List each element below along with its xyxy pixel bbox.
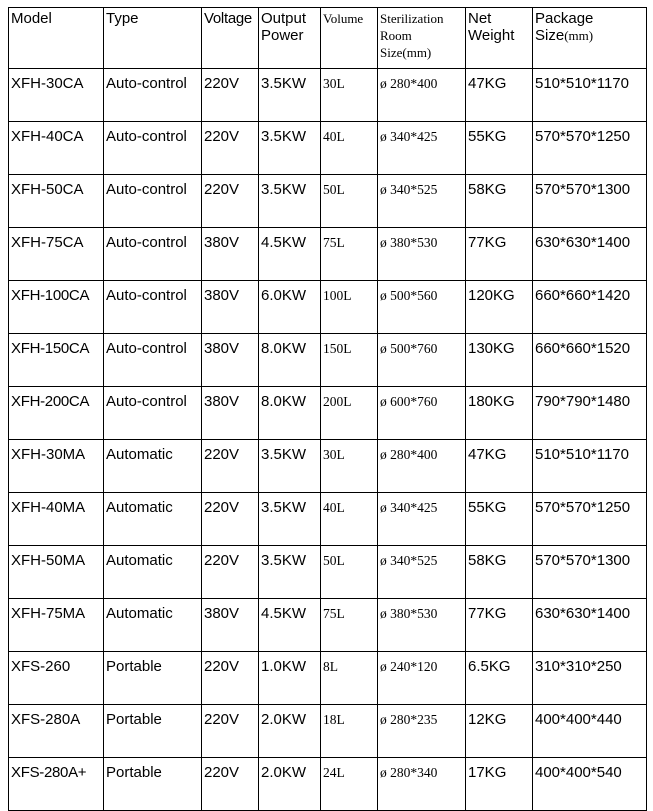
header-package-size: [533, 8, 647, 69]
cell-package-size: 630*630*1400: [533, 599, 647, 652]
cell-net-weight: 6.5KG: [466, 652, 533, 705]
cell-net-weight: 130KG: [466, 334, 533, 387]
cell-net-weight: 12KG: [466, 705, 533, 758]
cell-volume: 30L: [321, 440, 378, 493]
cell-net-weight: 180KG: [466, 387, 533, 440]
cell-model: XFH-100CA: [9, 281, 104, 334]
cell-net-weight: 77KG: [466, 228, 533, 281]
cell-model: XFS-280A+: [9, 758, 104, 811]
header-net-weight: Net Weight: [466, 8, 533, 69]
cell-type: Portable: [104, 705, 202, 758]
header-model: Model: [9, 8, 104, 69]
cell-voltage: 380V: [202, 281, 259, 334]
cell-package-size: 660*660*1420: [533, 281, 647, 334]
cell-output-power: 1.0KW: [259, 652, 321, 705]
cell-voltage: 380V: [202, 599, 259, 652]
cell-net-weight: 55KG: [466, 122, 533, 175]
cell-output-power: 8.0KW: [259, 334, 321, 387]
table-row: [9, 334, 647, 387]
cell-volume: 18L: [321, 705, 378, 758]
cell-package-size: 570*570*1300: [533, 175, 647, 228]
cell-output-power: 2.0KW: [259, 758, 321, 811]
cell-type: Auto-control: [104, 69, 202, 122]
cell-net-weight: 58KG: [466, 175, 533, 228]
cell-model: XFH-50MA: [9, 546, 104, 599]
cell-voltage: 220V: [202, 122, 259, 175]
cell-voltage: 220V: [202, 758, 259, 811]
cell-model: XFH-75CA: [9, 228, 104, 281]
header-type: Type: [104, 8, 202, 69]
cell-model: XFH-40CA: [9, 122, 104, 175]
cell-sterilization-room-size: ø 280*400: [378, 440, 466, 493]
cell-voltage: 220V: [202, 546, 259, 599]
cell-net-weight: 77KG: [466, 599, 533, 652]
table-row: [9, 493, 647, 546]
header-sterilization-room-size: Sterilization Room Size(mm): [378, 8, 466, 69]
cell-sterilization-room-size: ø 340*425: [378, 122, 466, 175]
cell-model: XFH-75MA: [9, 599, 104, 652]
cell-volume: 75L: [321, 599, 378, 652]
cell-output-power: 4.5KW: [259, 599, 321, 652]
cell-output-power: 3.5KW: [259, 69, 321, 122]
cell-output-power: 8.0KW: [259, 387, 321, 440]
cell-package-size: 790*790*1480: [533, 387, 647, 440]
cell-model: XFH-30CA: [9, 69, 104, 122]
cell-output-power: 2.0KW: [259, 705, 321, 758]
cell-type: Auto-control: [104, 387, 202, 440]
cell-sterilization-room-size: ø 280*235: [378, 705, 466, 758]
table-row: [9, 69, 647, 122]
cell-package-size: 570*570*1250: [533, 122, 647, 175]
cell-output-power: 6.0KW: [259, 281, 321, 334]
cell-voltage: 220V: [202, 175, 259, 228]
cell-volume: 200L: [321, 387, 378, 440]
cell-voltage: 380V: [202, 228, 259, 281]
spec-table-body: [9, 8, 647, 811]
header-package-unit: (mm): [564, 28, 594, 43]
cell-sterilization-room-size: ø 380*530: [378, 599, 466, 652]
cell-net-weight: 17KG: [466, 758, 533, 811]
cell-sterilization-room-size: ø 280*340: [378, 758, 466, 811]
cell-volume: 100L: [321, 281, 378, 334]
header-row: [9, 8, 647, 69]
cell-package-size: 630*630*1400: [533, 228, 647, 281]
cell-volume: 40L: [321, 493, 378, 546]
table-row: [9, 387, 647, 440]
cell-volume: 50L: [321, 175, 378, 228]
cell-type: Automatic: [104, 546, 202, 599]
table-row: [9, 175, 647, 228]
cell-model: XFS-260: [9, 652, 104, 705]
cell-sterilization-room-size: ø 380*530: [378, 228, 466, 281]
cell-volume: 8L: [321, 652, 378, 705]
cell-model: XFH-200CA: [9, 387, 104, 440]
cell-type: Automatic: [104, 599, 202, 652]
cell-voltage: 220V: [202, 440, 259, 493]
table-row: [9, 122, 647, 175]
cell-output-power: 3.5KW: [259, 493, 321, 546]
cell-type: Auto-control: [104, 122, 202, 175]
cell-package-size: 510*510*1170: [533, 440, 647, 493]
cell-volume: 75L: [321, 228, 378, 281]
cell-voltage: 380V: [202, 387, 259, 440]
cell-package-size: 660*660*1520: [533, 334, 647, 387]
cell-type: Auto-control: [104, 228, 202, 281]
cell-net-weight: 47KG: [466, 69, 533, 122]
cell-volume: 40L: [321, 122, 378, 175]
cell-voltage: 380V: [202, 334, 259, 387]
table-row: [9, 440, 647, 493]
cell-sterilization-room-size: ø 340*525: [378, 546, 466, 599]
cell-package-size: 400*400*540: [533, 758, 647, 811]
cell-type: Portable: [104, 758, 202, 811]
cell-sterilization-room-size: ø 340*425: [378, 493, 466, 546]
cell-type: Automatic: [104, 493, 202, 546]
cell-model: XFS-280A: [9, 705, 104, 758]
cell-net-weight: 58KG: [466, 546, 533, 599]
cell-voltage: 220V: [202, 69, 259, 122]
table-row: [9, 652, 647, 705]
cell-volume: 50L: [321, 546, 378, 599]
cell-voltage: 220V: [202, 705, 259, 758]
cell-model: XFH-40MA: [9, 493, 104, 546]
cell-sterilization-room-size: ø 280*400: [378, 69, 466, 122]
cell-net-weight: 120KG: [466, 281, 533, 334]
table-row: [9, 705, 647, 758]
cell-output-power: 3.5KW: [259, 546, 321, 599]
cell-output-power: 3.5KW: [259, 175, 321, 228]
cell-output-power: 3.5KW: [259, 440, 321, 493]
cell-type: Auto-control: [104, 175, 202, 228]
cell-model: XFH-150CA: [9, 334, 104, 387]
cell-type: Portable: [104, 652, 202, 705]
cell-output-power: 4.5KW: [259, 228, 321, 281]
cell-type: Auto-control: [104, 281, 202, 334]
table-row: [9, 281, 647, 334]
header-volume: Volume: [321, 8, 378, 69]
cell-type: Automatic: [104, 440, 202, 493]
cell-sterilization-room-size: ø 500*560: [378, 281, 466, 334]
cell-volume: 24L: [321, 758, 378, 811]
cell-sterilization-room-size: ø 600*760: [378, 387, 466, 440]
table-row: [9, 758, 647, 811]
spec-table: [8, 7, 647, 811]
cell-voltage: 220V: [202, 652, 259, 705]
cell-voltage: 220V: [202, 493, 259, 546]
cell-volume: 30L: [321, 69, 378, 122]
cell-sterilization-room-size: ø 500*760: [378, 334, 466, 387]
header-output-power: Output Power: [259, 8, 321, 69]
cell-type: Auto-control: [104, 334, 202, 387]
cell-package-size: 570*570*1300: [533, 546, 647, 599]
header-voltage: Voltage: [202, 8, 259, 69]
cell-sterilization-room-size: ø 340*525: [378, 175, 466, 228]
table-row: [9, 228, 647, 281]
cell-package-size: 310*310*250: [533, 652, 647, 705]
cell-model: XFH-30MA: [9, 440, 104, 493]
cell-package-size: 570*570*1250: [533, 493, 647, 546]
cell-package-size: 400*400*440: [533, 705, 647, 758]
cell-volume: 150L: [321, 334, 378, 387]
cell-sterilization-room-size: ø 240*120: [378, 652, 466, 705]
cell-model: XFH-50CA: [9, 175, 104, 228]
table-row: [9, 546, 647, 599]
cell-net-weight: 55KG: [466, 493, 533, 546]
cell-net-weight: 47KG: [466, 440, 533, 493]
cell-output-power: 3.5KW: [259, 122, 321, 175]
header-package-label: Package Size: [535, 10, 594, 44]
cell-package-size: 510*510*1170: [533, 69, 647, 122]
table-row: [9, 599, 647, 652]
